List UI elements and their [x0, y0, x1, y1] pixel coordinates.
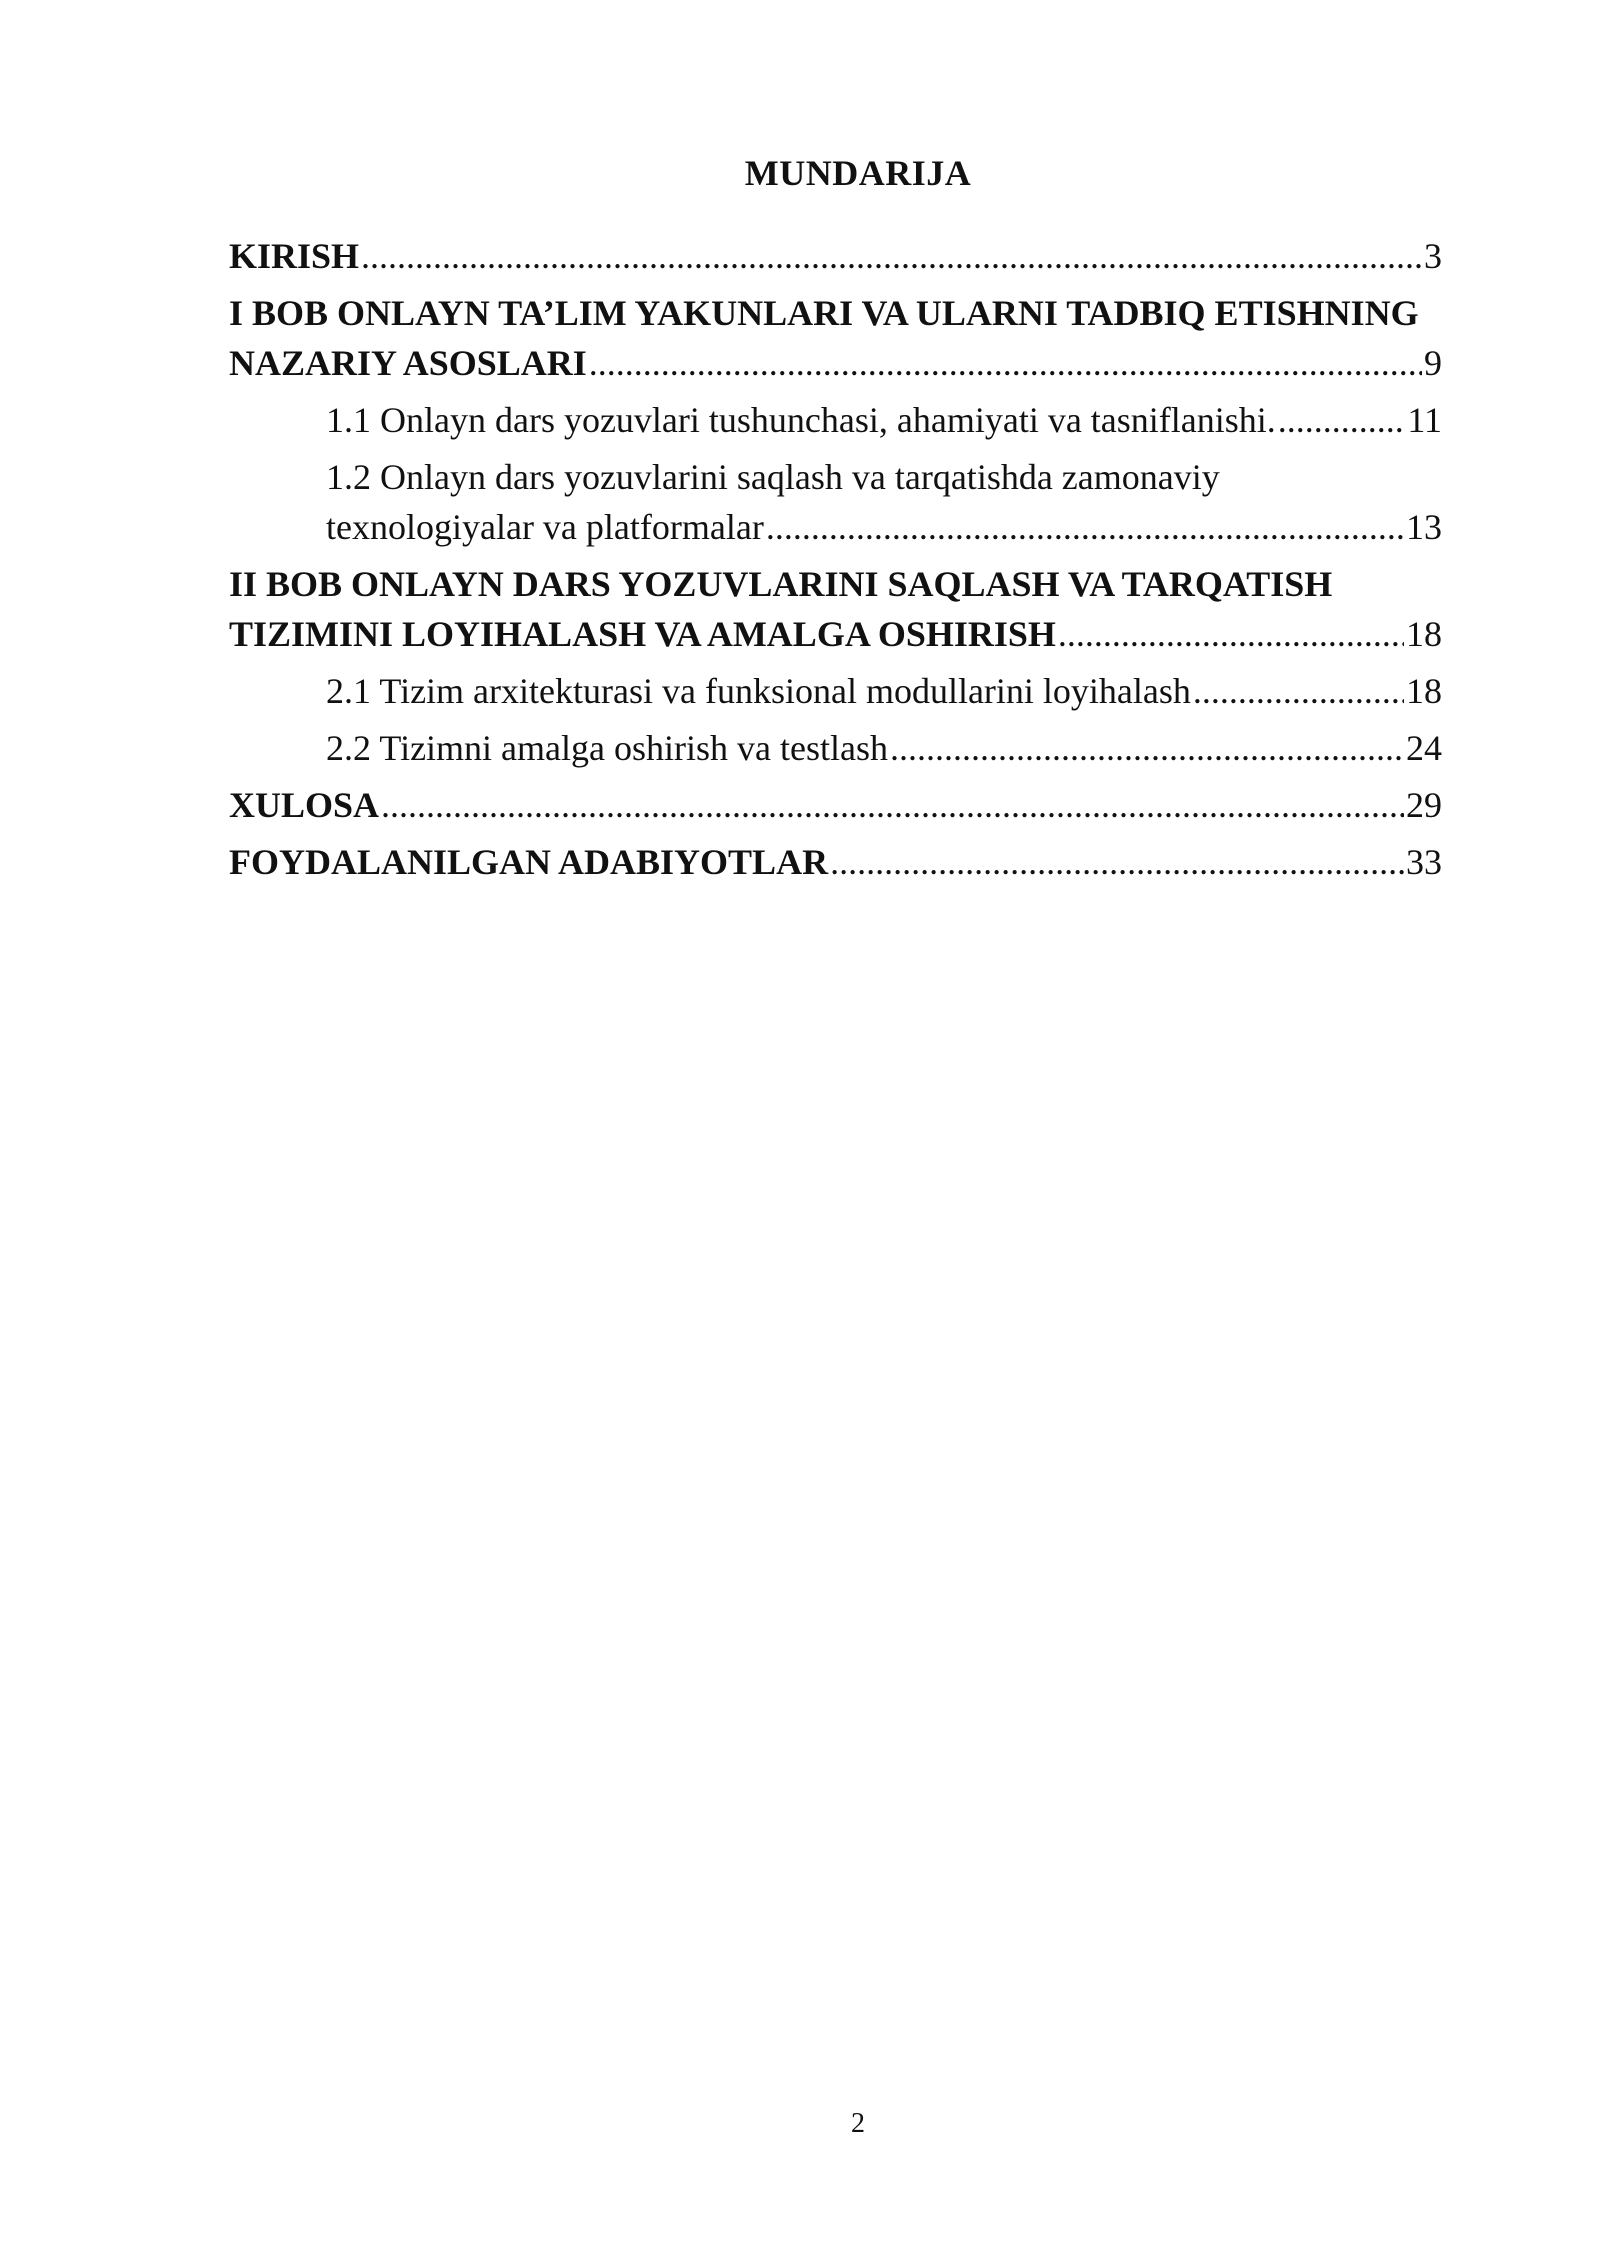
toc-entry-chapter-1[interactable]: [229, 288, 1442, 388]
toc-page-number: 24: [1406, 728, 1442, 768]
toc-entry-xulosa[interactable]: [229, 780, 1442, 830]
dot-leader: [1058, 609, 1404, 659]
toc-entry-adabiyotlar[interactable]: [229, 837, 1442, 887]
toc-entry-title-line-1: I BOB ONLAYN TA’LIM YAKUNLARI VA ULARNI TADBIQ ETISHNING: [229, 293, 1419, 333]
toc-entry-title: FOYDALANILGAN ADABIYOTLAR: [229, 842, 829, 882]
dot-leader: [381, 780, 1404, 830]
toc-entry-title: 2.2 Tizimni amalga oshirish va testlash: [326, 728, 888, 768]
toc-entry-title: KIRISH: [229, 236, 360, 276]
toc-entry-section-2-2[interactable]: [229, 723, 1442, 773]
dot-leader: [589, 338, 1422, 388]
toc-entry-section-1-1[interactable]: [229, 395, 1442, 445]
toc-page-number: 33: [1406, 842, 1442, 882]
toc-entry-title: 2.1 Tizim arxitekturasi va funksional modullarini loyihalash: [326, 671, 1191, 711]
toc-page-number: 18: [1406, 614, 1442, 654]
toc-title: MUNDARIJA: [744, 153, 972, 193]
toc-page-number: 9: [1424, 343, 1442, 383]
toc-entry-kirish[interactable]: [229, 231, 1442, 281]
page-number: 2: [851, 2108, 865, 2139]
toc-entry-title-line-2: texnologiyalar va platformalar: [326, 507, 764, 547]
toc-page-number: 13: [1406, 507, 1442, 547]
toc-entry-title: XULOSA: [229, 785, 380, 825]
toc-entry-title: 1.1 Onlayn dars yozuvlari tushunchasi, ahamiyati va tasniflanishi.: [326, 400, 1276, 440]
toc-page-number: 18: [1406, 671, 1442, 711]
dot-leader: [1193, 666, 1404, 716]
toc-entry-title-line-1: 1.2 Onlayn dars yozuvlarini saqlash va tarqatishda zamonaviy: [326, 457, 1220, 497]
dot-leader: [1278, 395, 1406, 445]
toc-page-number: 11: [1407, 400, 1442, 440]
toc-entry-title-line-1: II BOB ONLAYN DARS YOZUVLARINI SAQLASH VA TARQATISH: [229, 564, 1333, 604]
toc-page-number: 29: [1406, 785, 1442, 825]
toc-page-number: 3: [1424, 236, 1442, 276]
dot-leader: [766, 502, 1404, 552]
table-of-contents: [229, 231, 1442, 887]
toc-entry-section-1-2[interactable]: [229, 452, 1442, 552]
toc-entry-title-line-2: NAZARIY ASOSLARI: [229, 343, 587, 383]
toc-entry-section-2-1[interactable]: [229, 666, 1442, 716]
toc-entry-title-line-2: TIZIMINI LOYIHALASH VA AMALGA OSHIRISH: [229, 614, 1056, 654]
dot-leader: [830, 837, 1404, 887]
dot-leader: [361, 231, 1422, 281]
toc-entry-chapter-2[interactable]: [229, 559, 1442, 659]
dot-leader: [890, 723, 1404, 773]
